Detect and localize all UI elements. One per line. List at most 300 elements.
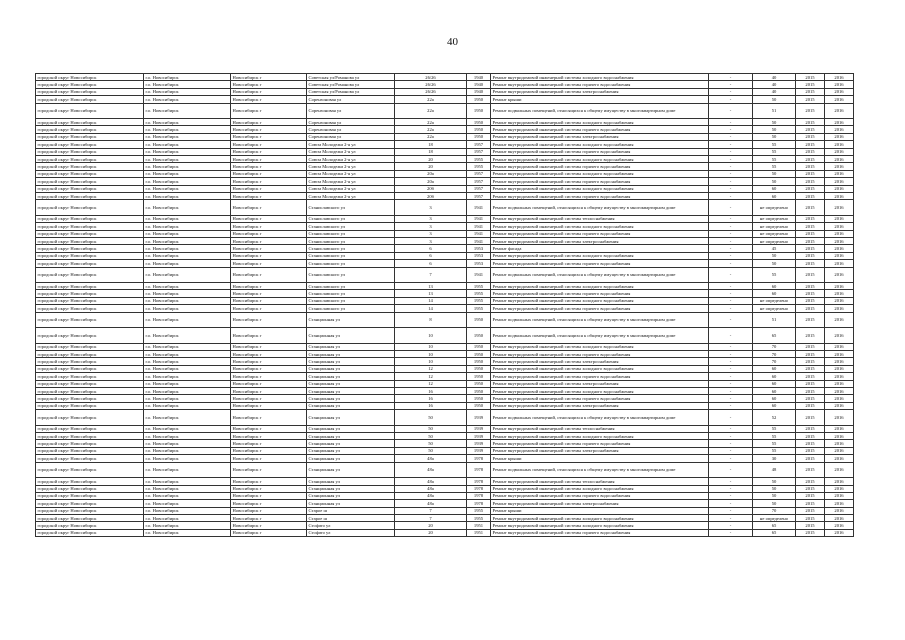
start-year-cell: 2015 — [796, 425, 825, 432]
street-cell: Союза Молодежи 2-я ул — [307, 141, 395, 148]
end-year-cell: 2016 — [825, 365, 854, 372]
municipality-cell: городской округ Новосибирск — [36, 74, 144, 81]
municipality-cell: городской округ Новосибирск — [36, 373, 144, 380]
cost-cell: 50 — [753, 492, 796, 499]
table-row — [36, 223, 854, 230]
cost-cell: 55 — [753, 447, 796, 454]
street-cell: Станиславского ул — [307, 283, 395, 290]
cost-cell: 50 — [753, 133, 796, 140]
cost-cell: 60 — [753, 192, 796, 199]
house-number-cell: 18 — [395, 148, 467, 155]
area-cell: - — [709, 290, 753, 297]
cost-cell: 40 — [753, 88, 796, 95]
table-row — [36, 402, 854, 409]
street-cell: Станционная ул — [307, 492, 395, 499]
cost-cell: 55 — [753, 148, 796, 155]
start-year-cell: 2015 — [796, 88, 825, 95]
work-type-cell: Ремонт внутридомовой инженерной системы холодного водоснабжения — [491, 515, 709, 522]
house-number-cell: 12 — [395, 365, 467, 372]
build-year-cell: 1950 — [467, 402, 491, 409]
cost-cell: 50 — [753, 485, 796, 492]
cost-cell: 48 — [753, 462, 796, 478]
build-year-cell: 1939 — [467, 410, 491, 426]
house-number-cell: 22а — [395, 103, 467, 119]
street-cell: Советская ул/Романова ул — [307, 81, 395, 88]
house-number-cell: 26/26 — [395, 81, 467, 88]
table-row — [36, 192, 854, 199]
city-cell: Новосибирск г — [231, 410, 307, 426]
municipality-cell: городской округ Новосибирск — [36, 455, 144, 462]
area-cell: - — [709, 507, 753, 514]
table-row — [36, 312, 854, 328]
area-cell: - — [709, 215, 753, 222]
locality-cell: г.о. Новосибирск — [144, 215, 231, 222]
table-row — [36, 478, 854, 485]
work-type-cell: Ремонт внутридомовой инженерной системы горячего водоснабжения — [491, 529, 709, 536]
build-year-cell: 1950 — [467, 312, 491, 328]
house-number-cell: 22а — [395, 119, 467, 126]
cost-cell: 50 — [753, 178, 796, 185]
house-number-cell: 48а — [395, 455, 467, 462]
cost-cell: 60 — [753, 283, 796, 290]
start-year-cell: 2015 — [796, 74, 825, 81]
work-type-cell: Ремонт внутридомовой инженерной системы холодного водоснабжения — [491, 119, 709, 126]
table-row — [36, 103, 854, 119]
end-year-cell: 2016 — [825, 119, 854, 126]
street-cell: Станционная ул — [307, 351, 395, 358]
cost-cell: не определено — [753, 230, 796, 237]
build-year-cell: 1955 — [467, 305, 491, 312]
work-type-cell: Ремонт подвальных помещений, относящихся к общему имуществу в многоквартирном доме — [491, 103, 709, 119]
city-cell: Новосибирск г — [231, 447, 307, 454]
house-number-cell: 20 — [395, 156, 467, 163]
municipality-cell: городской округ Новосибирск — [36, 380, 144, 387]
table-row — [36, 433, 854, 440]
area-cell: - — [709, 223, 753, 230]
build-year-cell: 1978 — [467, 478, 491, 485]
start-year-cell: 2015 — [796, 373, 825, 380]
build-year-cell: 1950 — [467, 96, 491, 103]
start-year-cell: 2015 — [796, 185, 825, 192]
build-year-cell: 1957 — [467, 148, 491, 155]
end-year-cell: 2016 — [825, 328, 854, 344]
table-row — [36, 178, 854, 185]
municipality-cell: городской округ Новосибирск — [36, 88, 144, 95]
start-year-cell: 2015 — [796, 440, 825, 447]
work-type-cell: Ремонт внутридомовой инженерной системы горячего водоснабжения — [491, 492, 709, 499]
work-type-cell: Ремонт внутридомовой инженерной системы холодного водоснабжения — [491, 343, 709, 350]
work-type-cell: Ремонт внутридомовой инженерной системы электроснабжения — [491, 88, 709, 95]
city-cell: Новосибирск г — [231, 185, 307, 192]
house-number-cell: 50 — [395, 410, 467, 426]
locality-cell: г.о. Новосибирск — [144, 126, 231, 133]
locality-cell: г.о. Новосибирск — [144, 245, 231, 252]
house-number-cell: 7 — [395, 267, 467, 283]
table-row — [36, 238, 854, 245]
street-cell: Станционная ул — [307, 500, 395, 507]
end-year-cell: 2016 — [825, 492, 854, 499]
work-type-cell: Ремонт внутридомовой инженерной системы электроснабжения — [491, 402, 709, 409]
city-cell: Новосибирск г — [231, 245, 307, 252]
municipality-cell: городской округ Новосибирск — [36, 119, 144, 126]
area-cell: - — [709, 141, 753, 148]
house-number-cell: 22а — [395, 133, 467, 140]
cost-cell: 70 — [753, 507, 796, 514]
work-type-cell: Ремонт подвальных помещений, относящихся к общему имуществу в многоквартирном доме — [491, 200, 709, 216]
end-year-cell: 2016 — [825, 402, 854, 409]
street-cell: Союза Молодежи 2-я ул — [307, 156, 395, 163]
locality-cell: г.о. Новосибирск — [144, 252, 231, 259]
start-year-cell: 2015 — [796, 283, 825, 290]
street-cell: Старое ш — [307, 507, 395, 514]
street-cell: Станиславского ул — [307, 238, 395, 245]
work-type-cell: Ремонт внутридомовой инженерной системы холодного водоснабжения — [491, 141, 709, 148]
table-row — [36, 485, 854, 492]
work-type-cell: Ремонт подвальных помещений, относящихся к общему имуществу в многоквартирном доме — [491, 462, 709, 478]
area-cell: - — [709, 478, 753, 485]
start-year-cell: 2015 — [796, 148, 825, 155]
municipality-cell: городской округ Новосибирск — [36, 192, 144, 199]
house-number-cell: 10 — [395, 343, 467, 350]
city-cell: Новосибирск г — [231, 290, 307, 297]
municipality-cell: городской округ Новосибирск — [36, 126, 144, 133]
start-year-cell: 2015 — [796, 223, 825, 230]
end-year-cell: 2016 — [825, 507, 854, 514]
build-year-cell: 1941 — [467, 267, 491, 283]
area-cell: - — [709, 185, 753, 192]
municipality-cell: городской округ Новосибирск — [36, 485, 144, 492]
build-year-cell: 1955 — [467, 283, 491, 290]
build-year-cell: 1950 — [467, 380, 491, 387]
area-cell: - — [709, 170, 753, 177]
city-cell: Новосибирск г — [231, 351, 307, 358]
end-year-cell: 2016 — [825, 425, 854, 432]
area-cell: - — [709, 283, 753, 290]
area-cell: - — [709, 402, 753, 409]
municipality-cell: городской округ Новосибирск — [36, 260, 144, 267]
city-cell: Новосибирск г — [231, 440, 307, 447]
end-year-cell: 2016 — [825, 283, 854, 290]
locality-cell: г.о. Новосибирск — [144, 238, 231, 245]
municipality-cell: городской округ Новосибирск — [36, 358, 144, 365]
cost-cell: 50 — [753, 260, 796, 267]
city-cell: Новосибирск г — [231, 283, 307, 290]
build-year-cell: 1950 — [467, 358, 491, 365]
locality-cell: г.о. Новосибирск — [144, 283, 231, 290]
street-cell: Станционная ул — [307, 343, 395, 350]
cost-cell: 55 — [753, 433, 796, 440]
house-number-cell: 50 — [395, 433, 467, 440]
area-cell: - — [709, 440, 753, 447]
locality-cell: г.о. Новосибирск — [144, 81, 231, 88]
house-number-cell: 48а — [395, 462, 467, 478]
cost-cell: 50 — [753, 119, 796, 126]
work-type-cell: Ремонт внутридомовой инженерной системы холодного водоснабжения — [491, 522, 709, 529]
start-year-cell: 2015 — [796, 119, 825, 126]
locality-cell: г.о. Новосибирск — [144, 380, 231, 387]
build-year-cell: 1955 — [467, 290, 491, 297]
start-year-cell: 2015 — [796, 410, 825, 426]
locality-cell: г.о. Новосибирск — [144, 223, 231, 230]
municipality-cell: городской округ Новосибирск — [36, 223, 144, 230]
area-cell: - — [709, 522, 753, 529]
municipality-cell: городской округ Новосибирск — [36, 500, 144, 507]
table-row — [36, 119, 854, 126]
table-row — [36, 425, 854, 432]
start-year-cell: 2015 — [796, 351, 825, 358]
table-row — [36, 365, 854, 372]
end-year-cell: 2016 — [825, 163, 854, 170]
locality-cell: г.о. Новосибирск — [144, 119, 231, 126]
locality-cell: г.о. Новосибирск — [144, 402, 231, 409]
start-year-cell: 2015 — [796, 252, 825, 259]
work-type-cell: Ремонт внутридомовой инженерной системы электроснабжения — [491, 380, 709, 387]
municipality-cell: городской округ Новосибирск — [36, 365, 144, 372]
end-year-cell: 2016 — [825, 312, 854, 328]
area-cell: - — [709, 200, 753, 216]
end-year-cell: 2016 — [825, 74, 854, 81]
cost-cell: 55 — [753, 267, 796, 283]
start-year-cell: 2015 — [796, 81, 825, 88]
street-cell: Станционная ул — [307, 365, 395, 372]
city-cell: Новосибирск г — [231, 433, 307, 440]
municipality-cell: городской округ Новосибирск — [36, 425, 144, 432]
end-year-cell: 2016 — [825, 515, 854, 522]
house-number-cell: 14 — [395, 297, 467, 304]
area-cell: - — [709, 343, 753, 350]
area-cell: - — [709, 328, 753, 344]
build-year-cell: 1939 — [467, 440, 491, 447]
municipality-cell: городской округ Новосибирск — [36, 170, 144, 177]
work-type-cell: Ремонт внутридомовой инженерной системы холодного водоснабжения — [491, 185, 709, 192]
street-cell: Станиславского ул — [307, 200, 395, 216]
table-row — [36, 245, 854, 252]
area-cell: - — [709, 433, 753, 440]
build-year-cell: 1955 — [467, 163, 491, 170]
city-cell: Новосибирск г — [231, 373, 307, 380]
table-row — [36, 170, 854, 177]
house-number-cell: 3 — [395, 215, 467, 222]
area-cell: - — [709, 81, 753, 88]
end-year-cell: 2016 — [825, 103, 854, 119]
end-year-cell: 2016 — [825, 260, 854, 267]
work-type-cell: Ремонт внутридомовой инженерной системы горячего водоснабжения — [491, 126, 709, 133]
area-cell: - — [709, 388, 753, 395]
build-year-cell: 1941 — [467, 230, 491, 237]
build-year-cell: 1978 — [467, 500, 491, 507]
area-cell: - — [709, 96, 753, 103]
area-cell: - — [709, 297, 753, 304]
municipality-cell: городской округ Новосибирск — [36, 230, 144, 237]
cost-cell: не определено — [753, 297, 796, 304]
cost-cell: 65 — [753, 328, 796, 344]
house-number-cell: 14 — [395, 305, 467, 312]
start-year-cell: 2015 — [796, 133, 825, 140]
cost-cell: 55 — [753, 156, 796, 163]
start-year-cell: 2015 — [796, 455, 825, 462]
municipality-cell: городской округ Новосибирск — [36, 478, 144, 485]
house-number-cell: 7 — [395, 515, 467, 522]
house-number-cell: 48а — [395, 500, 467, 507]
locality-cell: г.о. Новосибирск — [144, 88, 231, 95]
area-cell: - — [709, 305, 753, 312]
street-cell: Станционная ул — [307, 410, 395, 426]
house-number-cell: 26/26 — [395, 74, 467, 81]
end-year-cell: 2016 — [825, 252, 854, 259]
table-row — [36, 200, 854, 216]
locality-cell: г.о. Новосибирск — [144, 351, 231, 358]
area-cell: - — [709, 358, 753, 365]
start-year-cell: 2015 — [796, 267, 825, 283]
work-type-cell: Ремонт внутридомовой инженерной системы холодного водоснабжения — [491, 170, 709, 177]
cost-cell: не определено — [753, 515, 796, 522]
end-year-cell: 2016 — [825, 215, 854, 222]
city-cell: Новосибирск г — [231, 126, 307, 133]
municipality-cell: городской округ Новосибирск — [36, 96, 144, 103]
work-type-cell: Ремонт внутридомовой инженерной системы холодного водоснабжения — [491, 388, 709, 395]
table-row — [36, 351, 854, 358]
city-cell: Новосибирск г — [231, 343, 307, 350]
cost-cell: 40 — [753, 81, 796, 88]
start-year-cell: 2015 — [796, 260, 825, 267]
end-year-cell: 2016 — [825, 297, 854, 304]
municipality-cell: городской округ Новосибирск — [36, 81, 144, 88]
cost-cell: 50 — [753, 500, 796, 507]
end-year-cell: 2016 — [825, 267, 854, 283]
work-type-cell: Ремонт внутридомовой инженерной системы электроснабжения — [491, 238, 709, 245]
city-cell: Новосибирск г — [231, 425, 307, 432]
work-type-cell: Ремонт внутридомовой инженерной системы горячего водоснабжения — [491, 178, 709, 185]
house-number-cell: 20 — [395, 163, 467, 170]
build-year-cell: 1950 — [467, 133, 491, 140]
table-row — [36, 529, 854, 536]
cost-cell: не определено — [753, 305, 796, 312]
cost-cell: 60 — [753, 365, 796, 372]
work-type-cell: Ремонт внутридомовой инженерной системы холодного водоснабжения — [491, 433, 709, 440]
city-cell: Новосибирск г — [231, 119, 307, 126]
municipality-cell: городской округ Новосибирск — [36, 351, 144, 358]
area-cell: - — [709, 529, 753, 536]
street-cell: Станиславского ул — [307, 267, 395, 283]
table-row — [36, 126, 854, 133]
locality-cell: г.о. Новосибирск — [144, 358, 231, 365]
locality-cell: г.о. Новосибирск — [144, 529, 231, 536]
end-year-cell: 2016 — [825, 305, 854, 312]
house-number-cell: 7 — [395, 507, 467, 514]
area-cell: - — [709, 447, 753, 454]
start-year-cell: 2015 — [796, 328, 825, 344]
table-row — [36, 163, 854, 170]
table-row — [36, 215, 854, 222]
area-cell: - — [709, 492, 753, 499]
municipality-cell: городской округ Новосибирск — [36, 515, 144, 522]
street-cell: Станционная ул — [307, 358, 395, 365]
area-cell: - — [709, 103, 753, 119]
area-cell: - — [709, 312, 753, 328]
cost-cell: 50 — [753, 170, 796, 177]
house-number-cell: 6 — [395, 252, 467, 259]
street-cell: Станиславского ул — [307, 252, 395, 259]
municipality-cell: городской округ Новосибирск — [36, 492, 144, 499]
municipality-cell: городской округ Новосибирск — [36, 141, 144, 148]
street-cell: Станционная ул — [307, 462, 395, 478]
end-year-cell: 2016 — [825, 185, 854, 192]
cost-cell: 60 — [753, 402, 796, 409]
cost-cell: 30 — [753, 455, 796, 462]
street-cell: Советская ул/Романова ул — [307, 74, 395, 81]
start-year-cell: 2015 — [796, 478, 825, 485]
start-year-cell: 2015 — [796, 365, 825, 372]
start-year-cell: 2015 — [796, 96, 825, 103]
cost-cell: 55 — [753, 440, 796, 447]
municipality-cell: городской округ Новосибирск — [36, 395, 144, 402]
end-year-cell: 2016 — [825, 485, 854, 492]
work-type-cell: Ремонт внутридомовой инженерной системы горячего водоснабжения — [491, 290, 709, 297]
work-type-cell: Ремонт внутридомовой инженерной системы теплоснабжения — [491, 215, 709, 222]
street-cell: Станиславского ул — [307, 215, 395, 222]
end-year-cell: 2016 — [825, 290, 854, 297]
municipality-cell: городской округ Новосибирск — [36, 388, 144, 395]
municipality-cell: городской округ Новосибирск — [36, 238, 144, 245]
municipality-cell: городской округ Новосибирск — [36, 185, 144, 192]
work-type-cell: Ремонт внутридомовой инженерной системы холодного водоснабжения — [491, 252, 709, 259]
table-row — [36, 447, 854, 454]
street-cell: Станиславского ул — [307, 290, 395, 297]
repair-schedule-table — [35, 73, 854, 537]
municipality-cell: городской округ Новосибирск — [36, 402, 144, 409]
municipality-cell: городской округ Новосибирск — [36, 343, 144, 350]
locality-cell: г.о. Новосибирск — [144, 192, 231, 199]
start-year-cell: 2015 — [796, 343, 825, 350]
build-year-cell: 1955 — [467, 507, 491, 514]
work-type-cell: Ремонт внутридомовой инженерной системы горячего водоснабжения — [491, 351, 709, 358]
street-cell: Станционная ул — [307, 402, 395, 409]
city-cell: Новосибирск г — [231, 103, 307, 119]
start-year-cell: 2015 — [796, 290, 825, 297]
city-cell: Новосибирск г — [231, 170, 307, 177]
work-type-cell: Ремонт подвальных помещений, относящихся к общему имуществу в многоквартирном доме — [491, 328, 709, 344]
end-year-cell: 2016 — [825, 440, 854, 447]
work-type-cell: Ремонт внутридомовой инженерной системы теплоснабжения — [491, 425, 709, 432]
work-type-cell: Ремонт крыши — [491, 455, 709, 462]
house-number-cell: 20а — [395, 178, 467, 185]
end-year-cell: 2016 — [825, 433, 854, 440]
area-cell: - — [709, 245, 753, 252]
locality-cell: г.о. Новосибирск — [144, 133, 231, 140]
table-row — [36, 185, 854, 192]
end-year-cell: 2016 — [825, 388, 854, 395]
area-cell: - — [709, 119, 753, 126]
house-number-cell: 16 — [395, 395, 467, 402]
house-number-cell: 20 — [395, 529, 467, 536]
city-cell: Новосибирск г — [231, 96, 307, 103]
city-cell: Новосибирск г — [231, 365, 307, 372]
locality-cell: г.о. Новосибирск — [144, 103, 231, 119]
locality-cell: г.о. Новосибирск — [144, 156, 231, 163]
area-cell: - — [709, 230, 753, 237]
work-type-cell: Ремонт внутридомовой инженерной системы электроснабжения — [491, 133, 709, 140]
house-number-cell: 50 — [395, 447, 467, 454]
build-year-cell: 1955 — [467, 515, 491, 522]
table-row — [36, 141, 854, 148]
end-year-cell: 2016 — [825, 462, 854, 478]
area-cell: - — [709, 462, 753, 478]
locality-cell: г.о. Новосибирск — [144, 200, 231, 216]
area-cell: - — [709, 133, 753, 140]
start-year-cell: 2015 — [796, 103, 825, 119]
end-year-cell: 2016 — [825, 200, 854, 216]
cost-cell: 52 — [753, 410, 796, 426]
